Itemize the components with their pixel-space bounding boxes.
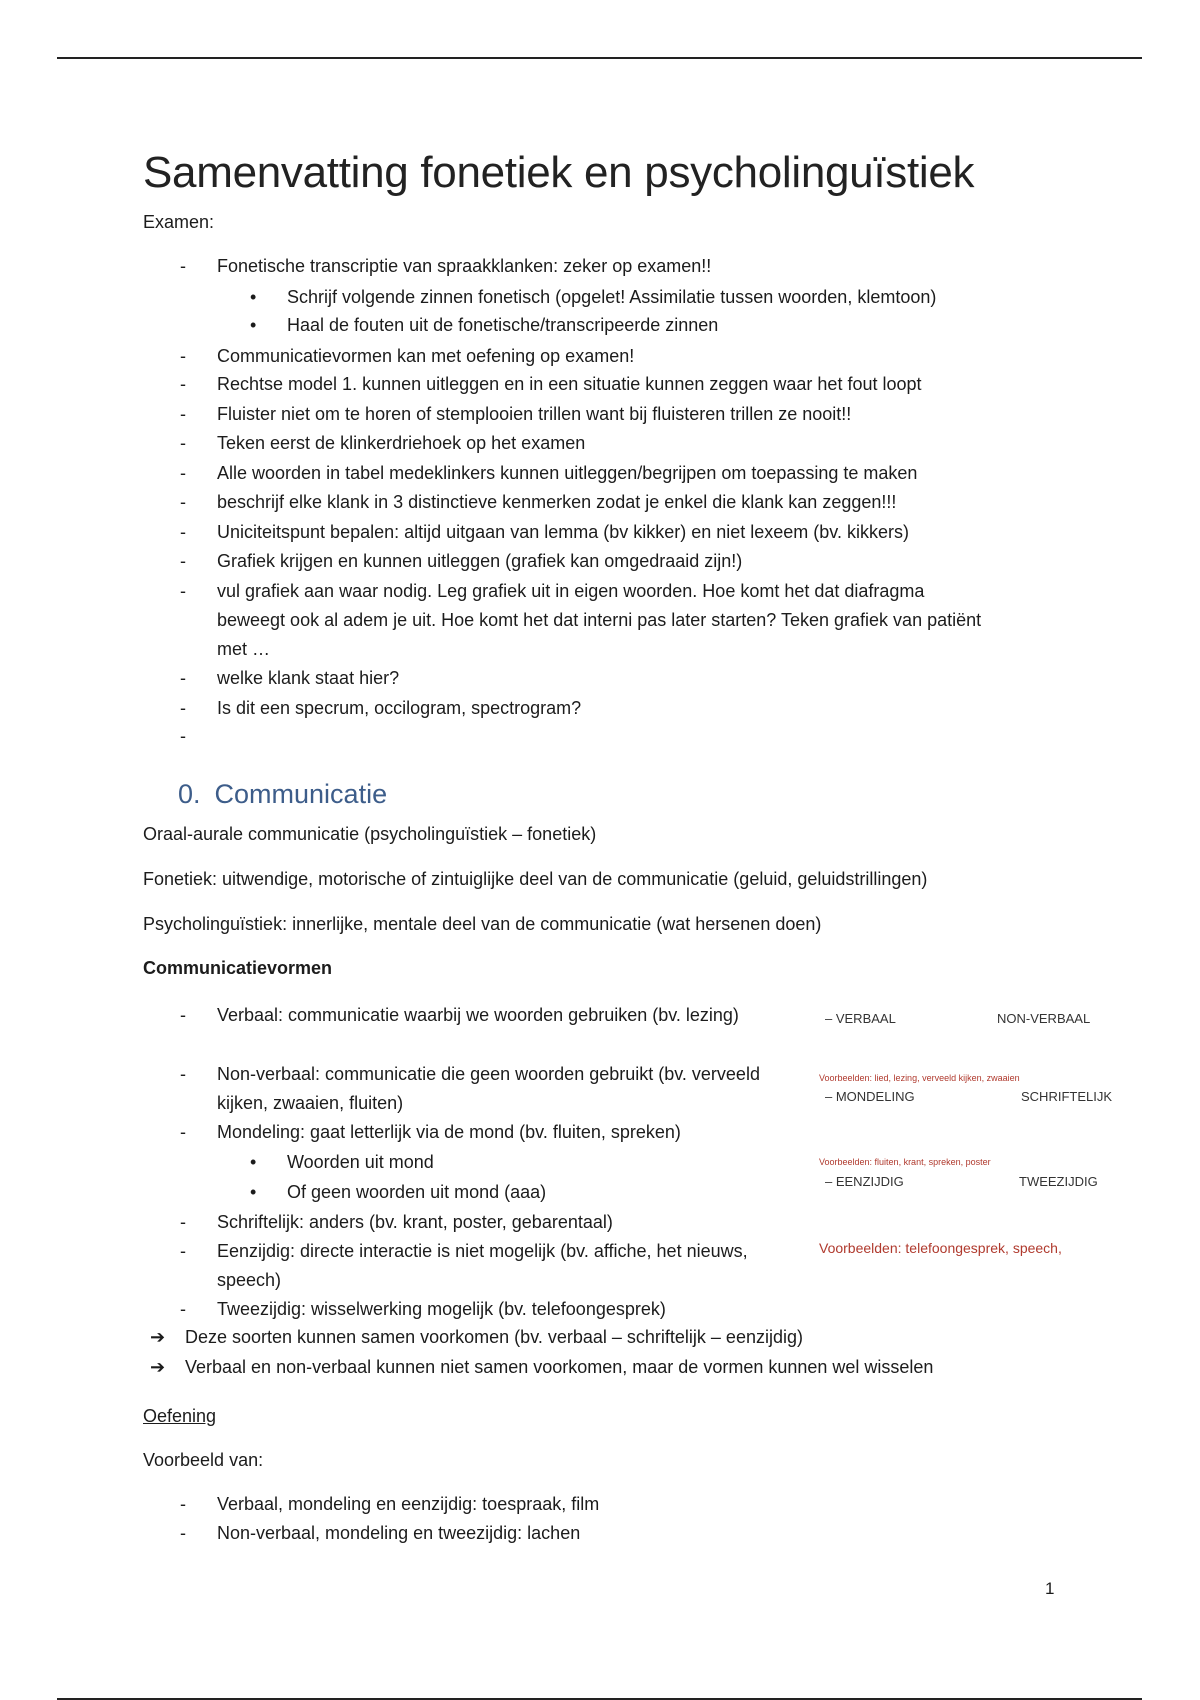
model-label: – MONDELING — [825, 1089, 915, 1104]
document-title: Samenvatting fonetiek en psycholinguïstiek — [143, 148, 975, 197]
model-label: TWEEZIJDIG — [1019, 1174, 1098, 1189]
page-number: 1 — [1045, 1579, 1055, 1598]
model-label: SCHRIFTELIJK — [1021, 1089, 1113, 1104]
model-examples: Voorbeelden: telefoongesprek, speech, — [819, 1240, 1062, 1256]
model-examples: Voorbeelden: lied, lezing, verveeld kijken, zwaaien — [819, 1073, 1020, 1083]
header-rule — [57, 57, 1142, 59]
model-label: – VERBAAL — [825, 1011, 896, 1026]
intro-paragraph: Oraal-aurale communicatie (psycholinguïstiek – fonetiek) — [143, 824, 597, 844]
intro-paragraph: Psycholinguïstiek: innerlijke, mentale deel van de communicatie (wat hersenen doen) — [143, 914, 822, 934]
exercise-heading: Oefening — [143, 1406, 217, 1426]
model-examples: Voorbeelden: fluiten, krant, spreken, poster — [819, 1157, 991, 1167]
model-label: – EENZIJDIG — [825, 1174, 904, 1189]
model-label: NON-VERBAAL — [997, 1011, 1091, 1026]
exercise-intro: Voorbeeld van: — [143, 1450, 264, 1470]
exam-label: Examen: — [143, 212, 215, 232]
intro-paragraph: Fonetiek: uitwendige, motorische of zintuiglijke deel van de communicatie (geluid, geluidstrillingen) — [143, 869, 928, 889]
section-heading: 0. Communicatie — [178, 779, 388, 809]
forms-heading: Communicatievormen — [143, 958, 333, 978]
